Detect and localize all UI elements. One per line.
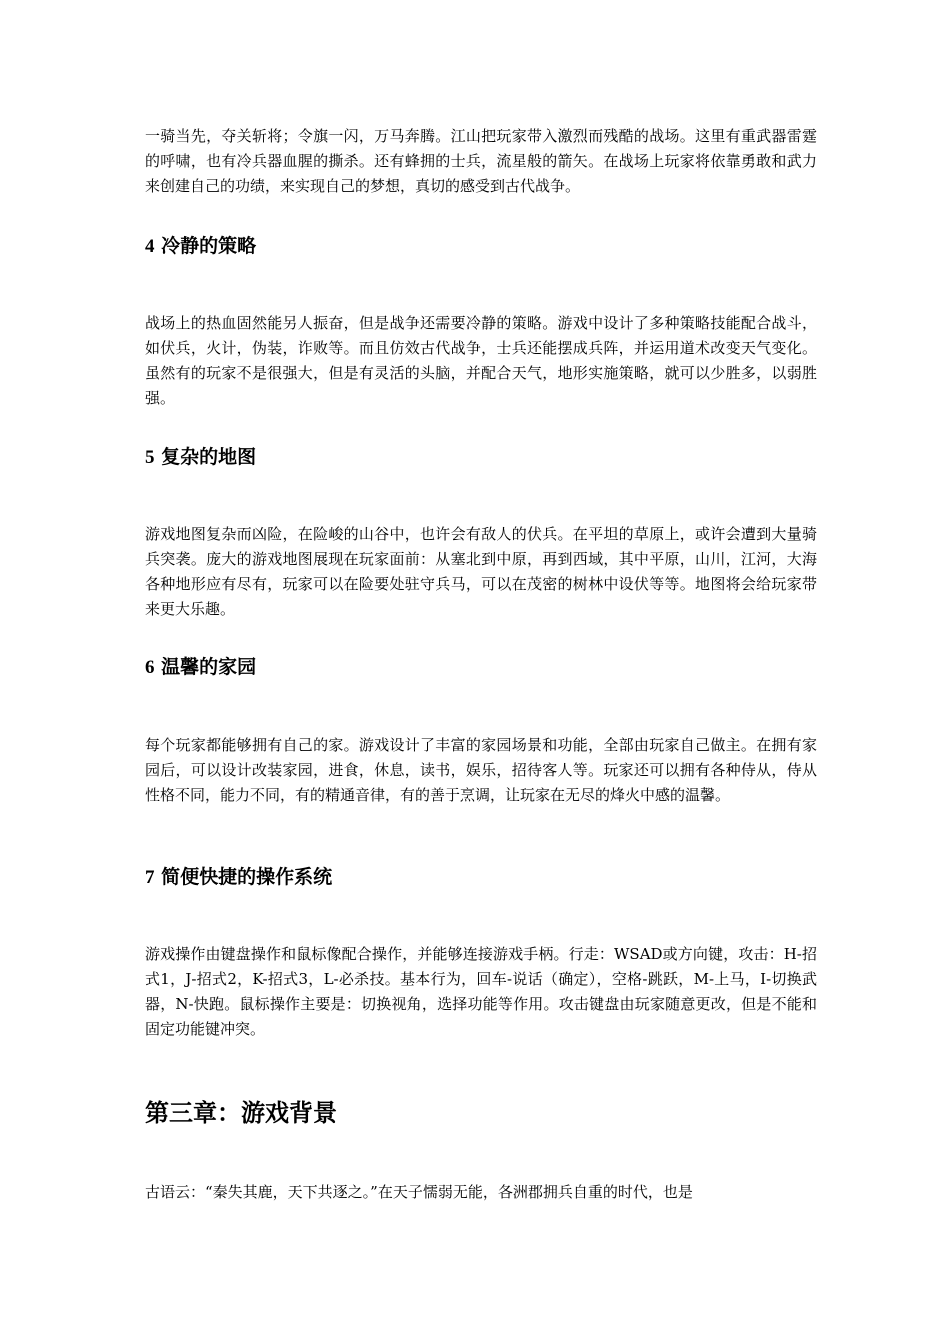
paragraph-controls: 游戏操作由键盘操作和鼠标像配合操作，并能够连接游戏手柄。行走：WSAD或方向键，攻击：H-招式1，J-招式2，K-招式3，L-必杀技。基本行为，回车-说话（确定），空格-跳跃，M-上马，I-切换武器，N-快跑。鼠标操作主要是：切换视角，选择功能等作用。攻击键盘由玩家随意更改，但是不能和固定功能键冲突。 (145, 945, 817, 1038)
section-number: 6 (145, 657, 155, 678)
section-number: 4 (145, 236, 155, 257)
section-heading-map (145, 443, 817, 472)
paragraph-map: 游戏地图复杂而凶险，在险峻的山谷中，也许会有敌人的伏兵。在平坦的草原上，或许会遭到大量骑兵突袭。庞大的游戏地图展现在玩家面前：从塞北到中原，再到西域，其中平原，山川，江河，大海各种地形应有尽有，玩家可以在险要处驻守兵马，可以在茂密的树林中设伏等等。地图将会给玩家带来更大乐趣。 (145, 525, 817, 618)
section-title: 冷静的策略 (161, 235, 257, 257)
section-number: 7 (145, 867, 155, 888)
chapter-title: 第三章：游戏背景 (145, 1099, 337, 1127)
paragraph-battlefield: 一骑当先，夺关斩将；令旗一闪，万马奔腾。江山把玩家带入激烈而残酷的战场。这里有重武器雷霆的呼啸，也有冷兵器血腥的撕杀。还有蜂拥的士兵，流星般的箭矢。在战场上玩家将依靠勇敢和武力来创建自己的功绩，来实现自己的梦想，真切的感受到古代战争。 (145, 127, 817, 195)
section-title: 复杂的地图 (161, 446, 257, 468)
section-number: 5 (145, 447, 155, 468)
section-title: 温馨的家园 (161, 656, 257, 678)
section-heading-home (145, 653, 817, 682)
section-heading-strategy (145, 232, 817, 261)
paragraph-strategy: 战场上的热血固然能另人振奋，但是战争还需要冷静的策略。游戏中设计了多种策略技能配合战斗，如伏兵，火计，伪装，诈败等。而且仿效古代战争，士兵还能摆成兵阵，并运用道术改变天气变化。虽然有的玩家不是很强大，但是有灵活的头脑，并配合天气，地形实施策略，就可以少胜多，以弱胜强。 (145, 314, 817, 407)
section-title: 简便快捷的操作系统 (161, 866, 333, 888)
paragraph-home: 每个玩家都能够拥有自己的家。游戏设计了丰富的家园场景和功能，全部由玩家自己做主。在拥有家园后，可以设计改装家园，进食，休息，读书，娱乐，招待客人等。玩家还可以拥有各种侍从，侍从性格不同，能力不同，有的精通音律，有的善于烹调，让玩家在无尽的烽火中感的温馨。 (145, 736, 817, 804)
section-heading-controls (145, 863, 817, 892)
paragraph-background: 古语云：“秦失其鹿，天下共逐之。”在天子懦弱无能，各洲郡拥兵自重的时代，也是 (145, 1183, 693, 1201)
